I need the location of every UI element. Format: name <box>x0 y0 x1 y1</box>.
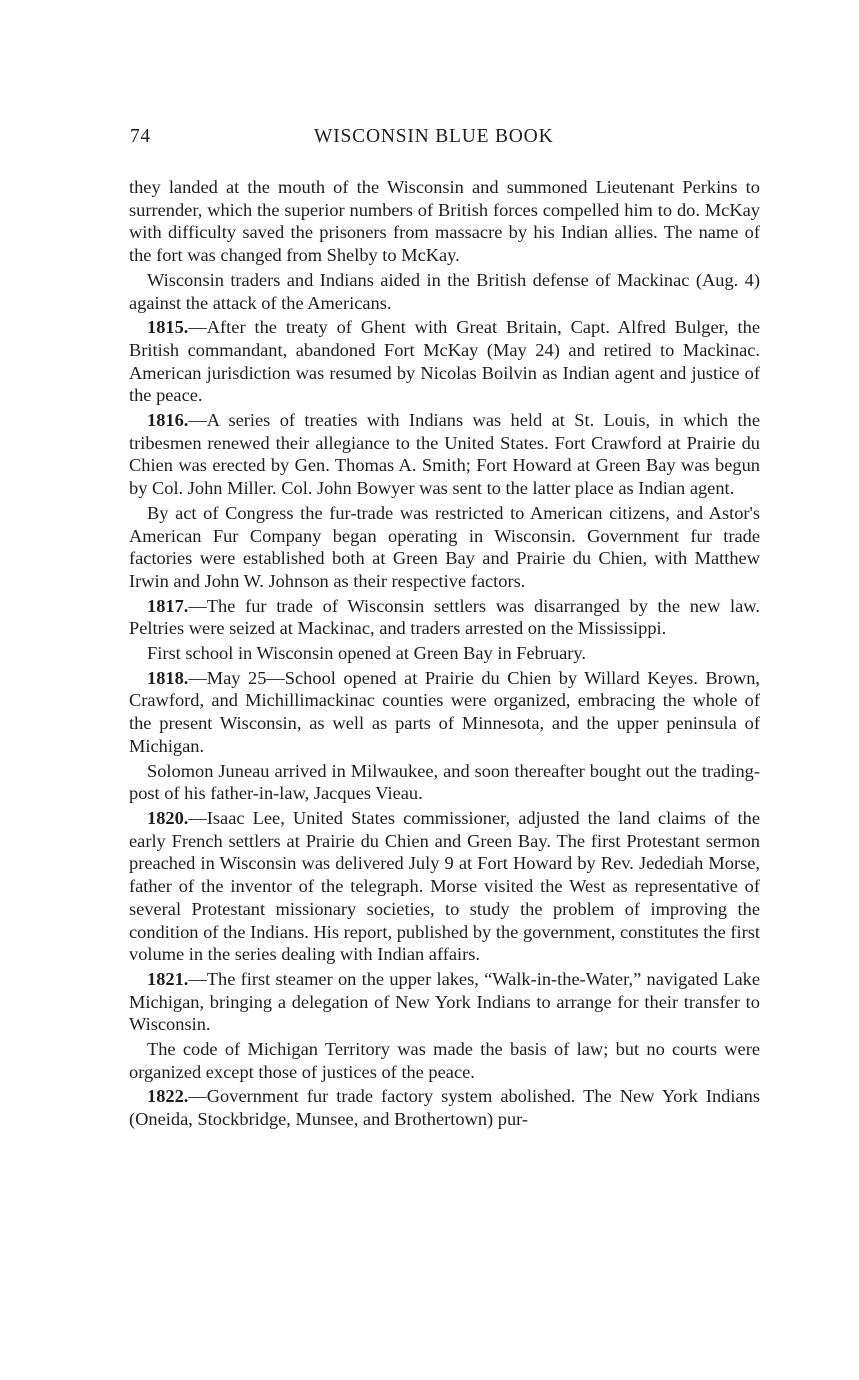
paragraph-michigan-code <box>129 1038 760 1083</box>
year-label: 1820. <box>147 807 189 828</box>
year-label: 1821. <box>147 968 189 989</box>
page-header <box>130 126 762 152</box>
paragraph-continuation <box>129 176 760 267</box>
page-number: 74 <box>130 126 151 147</box>
paragraph-text: —The fur trade of Wisconsin settlers was disarranged by the new law. Peltries were seized at Mackinac, and traders arrested on the Mississippi. <box>129 595 760 639</box>
year-label: 1815. <box>147 317 189 338</box>
paragraph-text: —A series of treaties with Indians was held at St. Louis, in which the tribesmen renewed their allegiance to the United States. Fort Crawford at Prairie du Chien was erected by Gen. Thomas A. Smith; Fort Howard at Green Bay was begun by Col. John Miller. Col. John Bowyer was sent to the latter place as Indian agent. <box>129 410 760 499</box>
paragraph-1815 <box>129 316 760 407</box>
paragraph-mackinac-defense <box>129 269 760 314</box>
year-label: 1817. <box>147 595 189 616</box>
year-label: 1816. <box>147 410 189 431</box>
paragraph-text: By act of Congress the fur-trade was restricted to American citizens, and Astor's American Fur Company began operating in Wisconsin. Government fur trade factories were established both at Green Bay and Prairie du Chien, with Matthew Irwin and John W. Johnson as their respective factors. <box>129 502 760 591</box>
paragraph-solomon-juneau <box>129 760 760 805</box>
year-label: 1818. <box>147 667 189 688</box>
paragraph-text: First school in Wisconsin opened at Green Bay in February. <box>147 643 587 664</box>
paragraph-fur-trade-act <box>129 502 760 593</box>
paragraph-text: —May 25—School opened at Prairie du Chien by Willard Keyes. Brown, Crawford, and Michillimackinac counties were organized, embracing the whole of the present Wisconsin, as well as parts of Minnesota, and the upper peninsula of Michigan. <box>129 667 760 756</box>
paragraph-text: The code of Michigan Territory was made the basis of law; but no courts were organized except those of justices of the peace. <box>129 1039 760 1082</box>
running-title: WISCONSIN BLUE BOOK <box>314 126 554 147</box>
paragraph-1817 <box>129 595 760 640</box>
paragraph-text: they landed at the mouth of the Wisconsin and summoned Lieutenant Perkins to surrender, which the superior numbers of British forces compelled him to do. McKay with difficulty saved the prisoners from massacre by his Indian allies. The name of the fort was changed from Shelby to McKay. <box>129 177 760 266</box>
year-label: 1822. <box>147 1086 189 1107</box>
paragraph-text: Wisconsin traders and Indians aided in the British defense of Mackinac (Aug. 4) against the attack of the Americans. <box>129 269 760 313</box>
paragraph-text: —Isaac Lee, United States commissioner, adjusted the land claims of the early French settlers at Prairie du Chien and Green Bay. The first Protestant sermon preached in Wisconsin was delivered July 9 at Fort Howard by Rev. Jedediah Morse, father of the inventor of the telegraph. Morse visited the West as representative of several Protestant missionary societies, to study the problem of improving the condition of the Indians. His report, published by the government, constitutes the first volume in the series dealing with Indian affairs. <box>129 807 760 965</box>
paragraph-1820 <box>129 807 760 966</box>
paragraph-text: Solomon Juneau arrived in Milwaukee, and soon thereafter bought out the trading-post of his father-in-law, Jacques Vieau. <box>129 760 760 804</box>
paragraph-1818 <box>129 667 760 758</box>
paragraph-text: —Government fur trade factory system abolished. The New York Indians (Oneida, Stockbridge, Munsee, and Brothertown) pur- <box>129 1086 760 1130</box>
paragraph-1822 <box>129 1085 760 1130</box>
paragraph-1821 <box>129 968 760 1036</box>
paragraph-1816 <box>129 409 760 500</box>
paragraph-first-school <box>129 642 760 665</box>
paragraph-text: —After the treaty of Ghent with Great Britain, Capt. Alfred Bulger, the British commandant, abandoned Fort McKay (May 24) and retired to Mackinac. American jurisdiction was resumed by Nicolas Boilvin as Indian agent and justice of the peace. <box>129 317 760 406</box>
paragraph-text: —The first steamer on the upper lakes, “Walk-in-the-Water,” navigated Lake Michigan, bringing a delegation of New York Indians to arrange for their transfer to Wisconsin. <box>129 968 760 1035</box>
page-body <box>129 176 760 1131</box>
